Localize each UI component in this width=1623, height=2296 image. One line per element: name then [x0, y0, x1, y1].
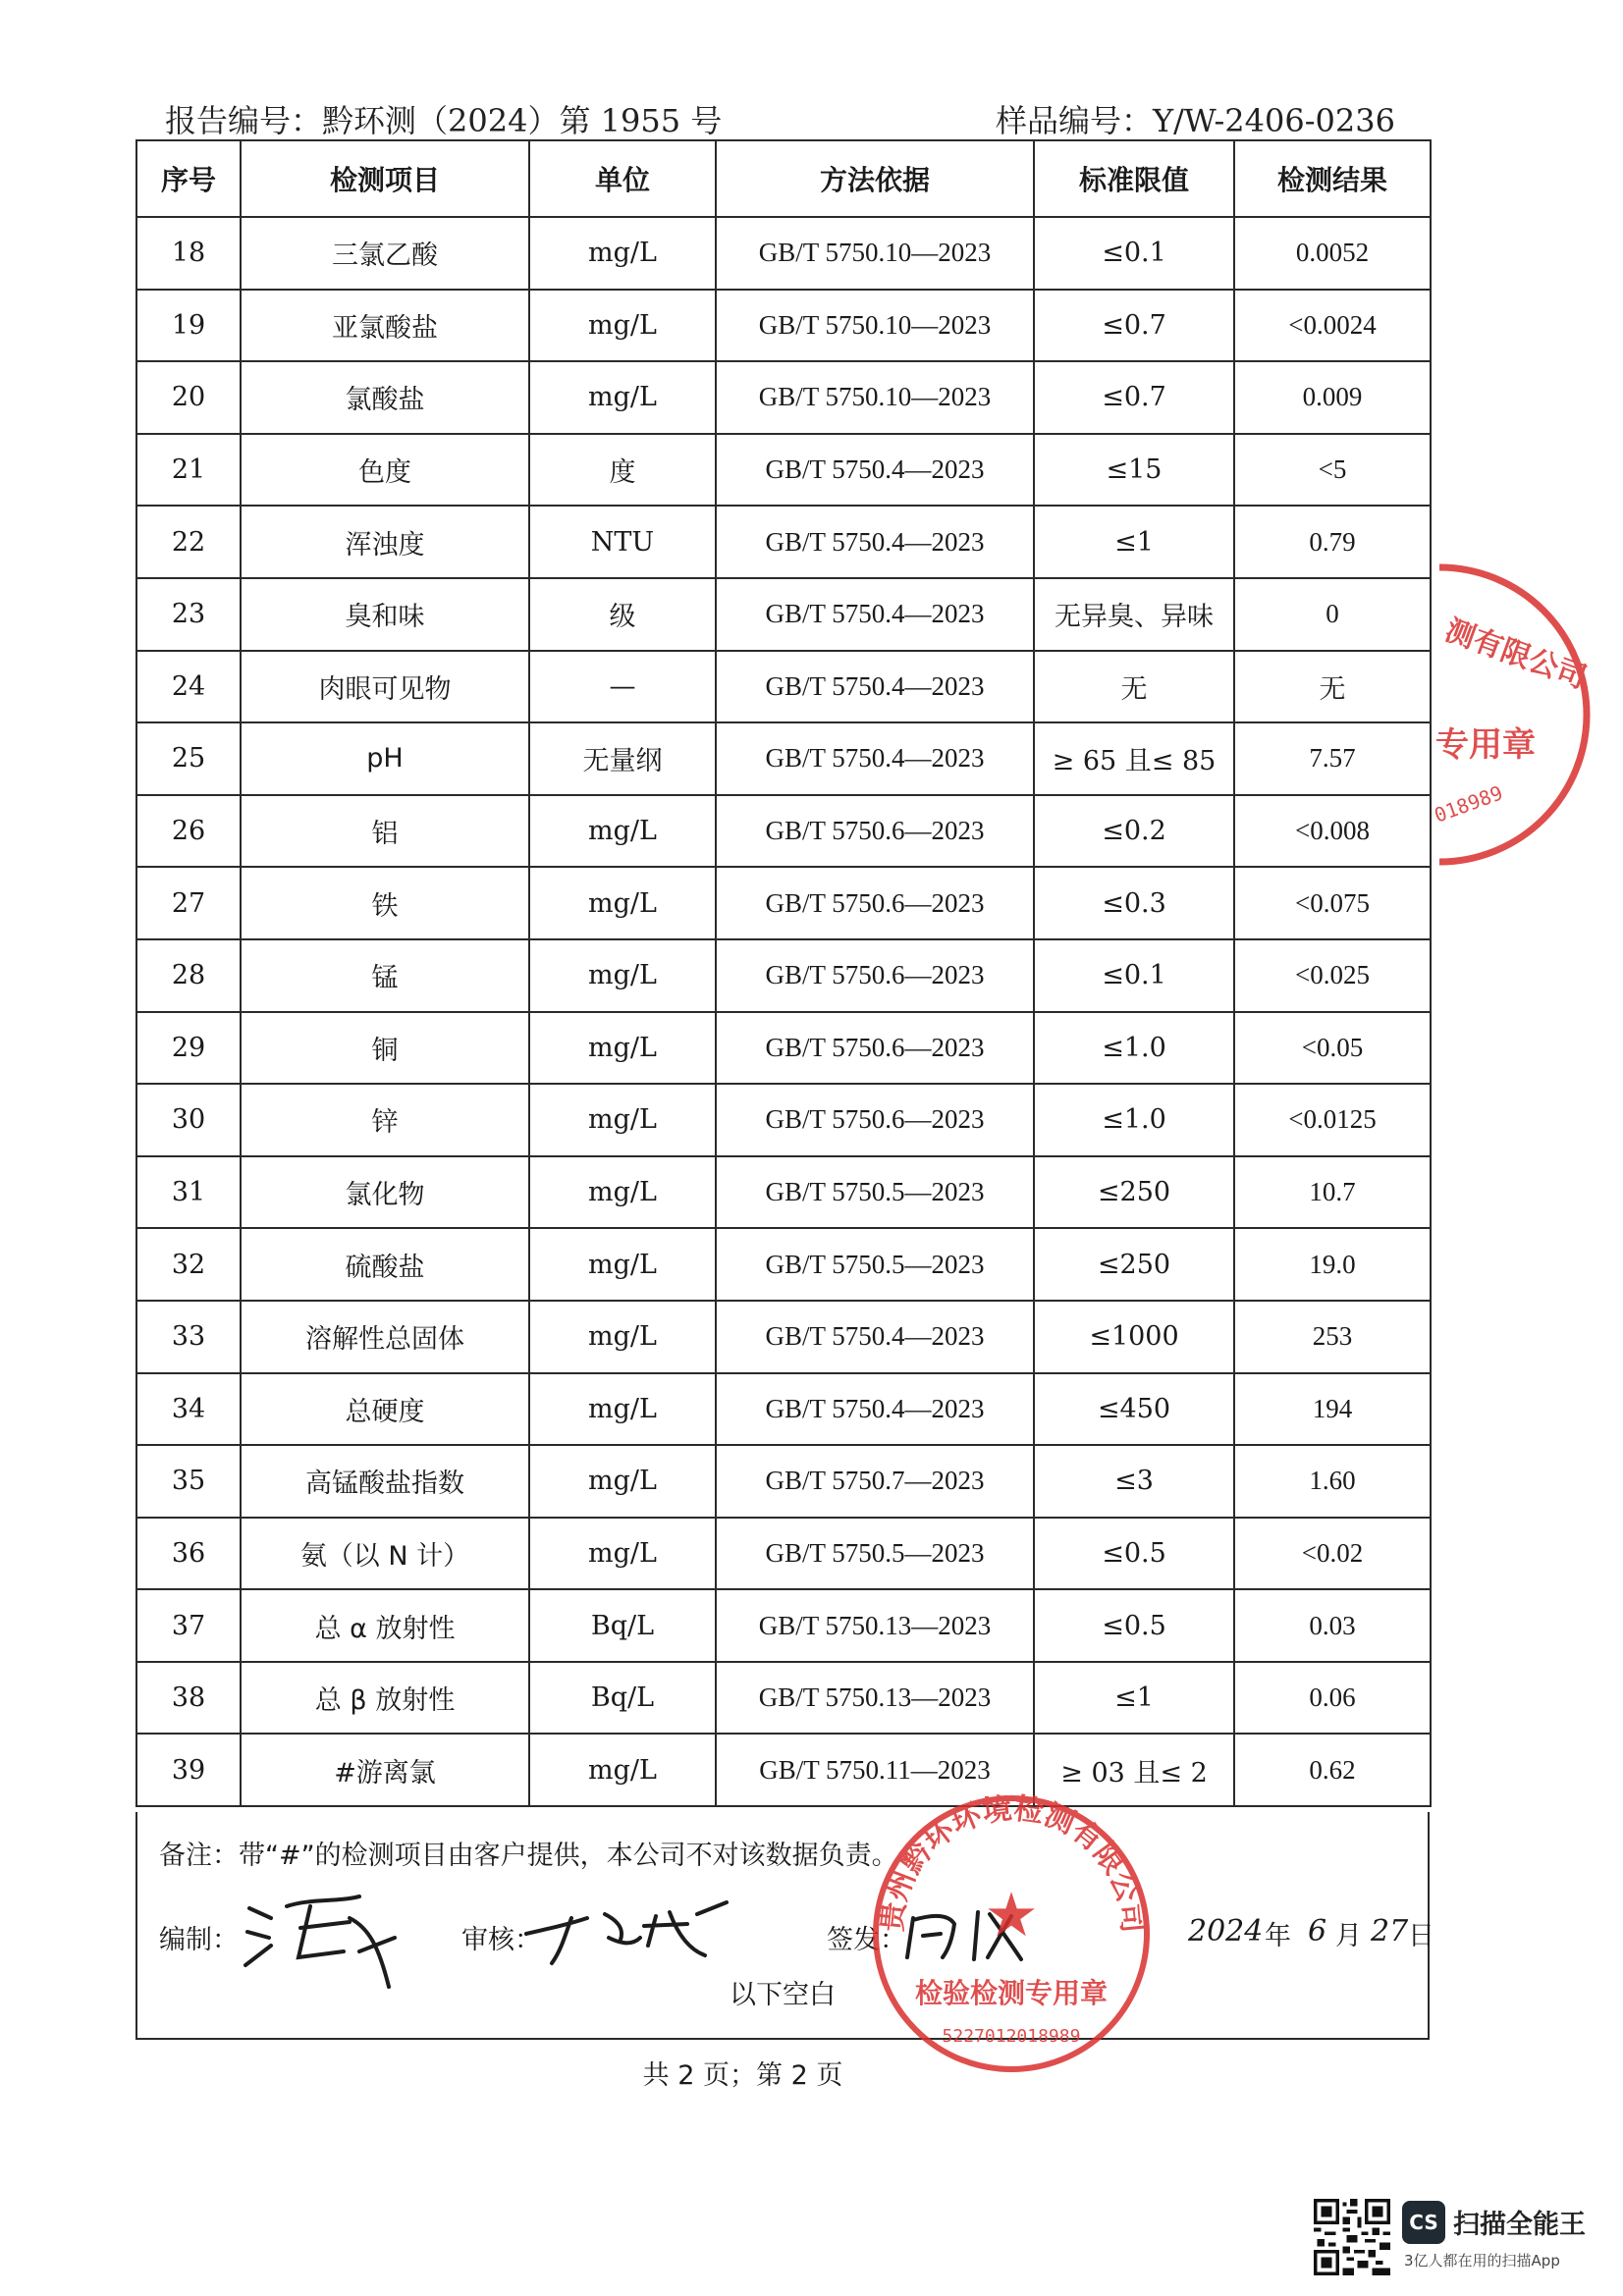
limit-cell: ≤0.1 — [1034, 217, 1234, 290]
method-cell: GB/T 5750.10—2023 — [716, 217, 1034, 290]
unit-cell: mg/L — [529, 290, 716, 362]
table-row — [136, 1518, 1431, 1590]
method-cell: GB/T 5750.4—2023 — [716, 651, 1034, 723]
unit-cell: 级 — [529, 578, 716, 651]
method-cell: GB/T 5750.7—2023 — [716, 1445, 1034, 1518]
edge-seal-text-2: 专用章 — [1435, 725, 1536, 765]
table-row — [136, 1301, 1431, 1373]
col-result-header: 检测结果 — [1234, 140, 1431, 217]
table-row — [136, 1445, 1431, 1518]
row-number: 29 — [136, 1012, 241, 1085]
limit-cell: ≤250 — [1034, 1156, 1234, 1229]
unit-cell: mg/L — [529, 1301, 716, 1373]
blank-below-note: 以下空白 — [730, 1980, 836, 2010]
date-day: 27 — [1371, 1914, 1409, 1949]
table-header-row — [136, 140, 1431, 217]
limit-cell: ≤0.1 — [1034, 939, 1234, 1012]
limit-cell: ≤1000 — [1034, 1301, 1234, 1373]
unit-cell: mg/L — [529, 867, 716, 939]
limit-cell: ≤1.0 — [1034, 1084, 1234, 1156]
result-cell: 19.0 — [1234, 1228, 1431, 1301]
row-number: 18 — [136, 217, 241, 290]
method-cell: GB/T 5750.10—2023 — [716, 290, 1034, 362]
row-number: 30 — [136, 1084, 241, 1156]
unit-cell: mg/L — [529, 939, 716, 1012]
table-row — [136, 795, 1431, 868]
col-limit-header: 标准限值 — [1034, 140, 1234, 217]
app-slogan: 3亿人都在用的扫描App — [1404, 2252, 1560, 2269]
report-footer — [135, 1812, 1434, 2040]
page-count: 共 2 页；第 2 页 — [642, 2060, 843, 2091]
method-cell: GB/T 5750.4—2023 — [716, 722, 1034, 795]
result-cell: 0.009 — [1234, 361, 1431, 434]
result-cell: 0 — [1234, 578, 1431, 651]
table-row — [136, 1156, 1431, 1229]
method-cell: GB/T 5750.5—2023 — [716, 1518, 1034, 1590]
table-row — [136, 722, 1431, 795]
test-item: 三氯乙酸 — [241, 217, 529, 290]
row-number: 22 — [136, 506, 241, 578]
result-cell: <0.0024 — [1234, 290, 1431, 362]
reviewer-signature — [522, 1895, 738, 1973]
unit-cell: mg/L — [529, 1012, 716, 1085]
test-item: 锰 — [241, 939, 529, 1012]
seal-center-text: 检验检测专用章 — [914, 1977, 1109, 2009]
test-item: 亚氯酸盐 — [241, 290, 529, 362]
unit-cell: mg/L — [529, 795, 716, 868]
method-cell: GB/T 5750.4—2023 — [716, 434, 1034, 507]
test-results-table — [135, 139, 1432, 1807]
result-cell: <0.008 — [1234, 795, 1431, 868]
scanner-watermark — [1314, 2199, 1608, 2277]
svg-text:★: ★ — [984, 1879, 1039, 1950]
unit-cell: mg/L — [529, 1373, 716, 1446]
row-number: 20 — [136, 361, 241, 434]
row-number: 37 — [136, 1589, 241, 1662]
reviewed-label: 审核： — [461, 1925, 541, 1955]
method-cell: GB/T 5750.11—2023 — [716, 1734, 1034, 1806]
edge-seal-text: 测有限公司 — [1440, 613, 1592, 696]
result-cell: 0.79 — [1234, 506, 1431, 578]
report-number: 报告编号：黔环测（2024）第 1955 号 — [165, 102, 723, 139]
result-cell: 0.62 — [1234, 1734, 1431, 1806]
table-row — [136, 217, 1431, 290]
test-item: 溶解性总固体 — [241, 1301, 529, 1373]
method-cell: GB/T 5750.6—2023 — [716, 795, 1034, 868]
col-no-header: 序号 — [136, 140, 241, 217]
unit-cell: mg/L — [529, 217, 716, 290]
table-row — [136, 651, 1431, 723]
table-row — [136, 867, 1431, 939]
compiled-label: 编制： — [159, 1925, 239, 1955]
limit-cell: ≤0.7 — [1034, 290, 1234, 362]
unit-cell: mg/L — [529, 1734, 716, 1806]
unit-cell: mg/L — [529, 361, 716, 434]
result-cell: 0.06 — [1234, 1662, 1431, 1735]
limit-cell: ≤0.5 — [1034, 1518, 1234, 1590]
test-item: 总 α 放射性 — [241, 1589, 529, 1662]
method-cell: GB/T 5750.4—2023 — [716, 1373, 1034, 1446]
method-cell: GB/T 5750.10—2023 — [716, 361, 1034, 434]
test-item: #游离氯 — [241, 1734, 529, 1806]
row-number: 39 — [136, 1734, 241, 1806]
method-cell: GB/T 5750.6—2023 — [716, 1012, 1034, 1085]
row-number: 38 — [136, 1662, 241, 1735]
qr-code — [1314, 2199, 1390, 2275]
limit-cell: 无异臭、异味 — [1034, 578, 1234, 651]
limit-cell: ≤450 — [1034, 1373, 1234, 1446]
limit-cell: ≤0.7 — [1034, 361, 1234, 434]
sample-number: 样品编号：Y/W-2406-0236 — [996, 102, 1395, 139]
unit-cell: mg/L — [529, 1518, 716, 1590]
col-unit-header: 单位 — [529, 140, 716, 217]
test-item: 色度 — [241, 434, 529, 507]
unit-cell: mg/L — [529, 1445, 716, 1518]
method-cell: GB/T 5750.5—2023 — [716, 1228, 1034, 1301]
table-row — [136, 434, 1431, 507]
test-item: 肉眼可见物 — [241, 651, 529, 723]
limit-cell: ≤0.5 — [1034, 1589, 1234, 1662]
table-row — [136, 1084, 1431, 1156]
test-item: 氯酸盐 — [241, 361, 529, 434]
official-seal — [864, 1787, 1159, 2081]
test-item: 臭和味 — [241, 578, 529, 651]
date-year: 2024 — [1188, 1914, 1264, 1949]
row-number: 27 — [136, 867, 241, 939]
row-number: 25 — [136, 722, 241, 795]
signature-row — [159, 1914, 1434, 1977]
unit-cell: mg/L — [529, 1228, 716, 1301]
row-number: 34 — [136, 1373, 241, 1446]
limit-cell: ≤250 — [1034, 1228, 1234, 1301]
app-name: 扫描全能王 — [1453, 2210, 1586, 2240]
date-year-unit: 年 — [1265, 1921, 1291, 1951]
row-number: 31 — [136, 1156, 241, 1229]
seal-code: 5227012018989 — [942, 2026, 1081, 2047]
col-item-header: 检测项目 — [241, 140, 529, 217]
table-row — [136, 939, 1431, 1012]
method-cell: GB/T 5750.4—2023 — [716, 506, 1034, 578]
test-item: 高锰酸盐指数 — [241, 1445, 529, 1518]
row-number: 32 — [136, 1228, 241, 1301]
date-day-unit: 日 — [1408, 1921, 1434, 1951]
unit-cell: NTU — [529, 506, 716, 578]
row-number: 24 — [136, 651, 241, 723]
result-cell: 0.0052 — [1234, 217, 1431, 290]
test-item: pH — [241, 722, 529, 795]
method-cell: GB/T 5750.5—2023 — [716, 1156, 1034, 1229]
limit-cell: ≤0.3 — [1034, 867, 1234, 939]
method-cell: GB/T 5750.6—2023 — [716, 867, 1034, 939]
limit-cell: ≤3 — [1034, 1445, 1234, 1518]
result-cell: <0.025 — [1234, 939, 1431, 1012]
result-cell: 253 — [1234, 1301, 1431, 1373]
table-row — [136, 578, 1431, 651]
result-cell: 0.03 — [1234, 1589, 1431, 1662]
test-item: 硫酸盐 — [241, 1228, 529, 1301]
table-row — [136, 1228, 1431, 1301]
unit-cell: 度 — [529, 434, 716, 507]
result-cell: 1.60 — [1234, 1445, 1431, 1518]
unit-cell: Bq/L — [529, 1662, 716, 1735]
method-cell: GB/T 5750.4—2023 — [716, 1301, 1034, 1373]
table-row — [136, 1373, 1431, 1446]
test-item: 氯化物 — [241, 1156, 529, 1229]
row-number: 35 — [136, 1445, 241, 1518]
result-cell: <0.0125 — [1234, 1084, 1431, 1156]
result-cell: 7.57 — [1234, 722, 1431, 795]
result-cell: 10.7 — [1234, 1156, 1431, 1229]
method-cell: GB/T 5750.13—2023 — [716, 1662, 1034, 1735]
edge-seal — [1430, 560, 1592, 874]
table-row — [136, 290, 1431, 362]
method-cell: GB/T 5750.13—2023 — [716, 1589, 1034, 1662]
row-number: 21 — [136, 434, 241, 507]
limit-cell: ≥ 65 且≤ 85 — [1034, 722, 1234, 795]
row-number: 36 — [136, 1518, 241, 1590]
test-item: 铁 — [241, 867, 529, 939]
remark-note: 备注：带“#”的检测项目由客户提供，本公司不对该数据负责。 — [159, 1841, 898, 1871]
app-logo: CS — [1402, 2201, 1445, 2244]
table-row — [136, 1734, 1431, 1806]
test-item: 总 β 放射性 — [241, 1662, 529, 1735]
col-method-header: 方法依据 — [716, 140, 1034, 217]
row-number: 33 — [136, 1301, 241, 1373]
table-row — [136, 1012, 1431, 1085]
method-cell: GB/T 5750.6—2023 — [716, 1084, 1034, 1156]
table-row — [136, 506, 1431, 578]
unit-cell: 无量纲 — [529, 722, 716, 795]
table-row — [136, 1662, 1431, 1735]
limit-cell: ≤15 — [1034, 434, 1234, 507]
date-month: 6 — [1308, 1914, 1327, 1949]
limit-cell: 无 — [1034, 651, 1234, 723]
test-item: 总硬度 — [241, 1373, 529, 1446]
result-cell: <0.05 — [1234, 1012, 1431, 1085]
limit-cell: ≤1 — [1034, 506, 1234, 578]
row-number: 19 — [136, 290, 241, 362]
seal-ring-text: 贵州黔环环境检测有限公司 — [875, 1791, 1150, 1935]
test-item: 铝 — [241, 795, 529, 868]
test-item: 锌 — [241, 1084, 529, 1156]
row-number: 28 — [136, 939, 241, 1012]
table-row — [136, 1589, 1431, 1662]
unit-cell: — — [529, 651, 716, 723]
test-item: 氨（以 N 计） — [241, 1518, 529, 1590]
method-cell: GB/T 5750.6—2023 — [716, 939, 1034, 1012]
result-cell: <0.075 — [1234, 867, 1431, 939]
test-item: 铜 — [241, 1012, 529, 1085]
result-cell: <0.02 — [1234, 1518, 1431, 1590]
unit-cell: mg/L — [529, 1156, 716, 1229]
edge-seal-code: 018989 — [1431, 780, 1506, 828]
limit-cell: ≤1 — [1034, 1662, 1234, 1735]
method-cell: GB/T 5750.4—2023 — [716, 578, 1034, 651]
date-month-unit: 月 — [1335, 1921, 1362, 1951]
row-number: 23 — [136, 578, 241, 651]
unit-cell: Bq/L — [529, 1589, 716, 1662]
test-item: 浑浊度 — [241, 506, 529, 578]
unit-cell: mg/L — [529, 1084, 716, 1156]
limit-cell: ≤1.0 — [1034, 1012, 1234, 1085]
limit-cell: ≥ 03 且≤ 2 — [1034, 1734, 1234, 1806]
row-number: 26 — [136, 795, 241, 868]
table-row — [136, 361, 1431, 434]
result-cell: 194 — [1234, 1373, 1431, 1446]
issued-label: 签发： — [827, 1925, 906, 1955]
limit-cell: ≤0.2 — [1034, 795, 1234, 868]
result-cell: 无 — [1234, 651, 1431, 723]
result-cell: <5 — [1234, 434, 1431, 507]
